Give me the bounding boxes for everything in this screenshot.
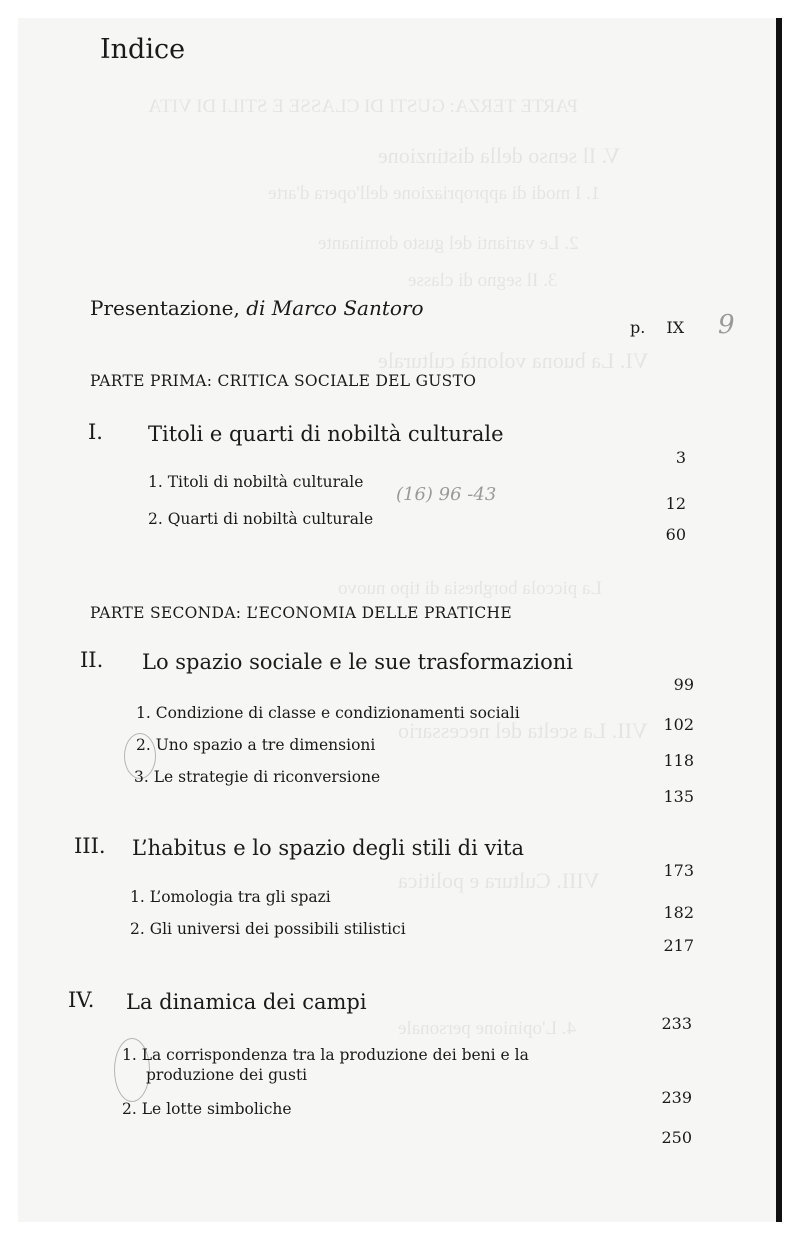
section-page: 102 [663, 715, 694, 734]
chapter-number: I. [88, 420, 103, 444]
bleed-through: 2. Le varianti del gusto dominante [318, 233, 579, 254]
bleed-through: VIII. Cultura e politica [398, 868, 600, 893]
presentation-page [630, 318, 684, 337]
chapter-number: III. [74, 834, 106, 858]
section-entry: 1. La corrispondenza tra la produzione dei beni e la [122, 1046, 529, 1064]
pencil-annotation: (16) 96 -43 [396, 484, 497, 505]
section-entry: 2. Quarti di nobiltà culturale [148, 510, 374, 528]
section-entry-continued: produzione dei gusti [146, 1066, 308, 1084]
chapter-page: 173 [663, 861, 694, 880]
section-entry: 1. Titoli di nobiltà culturale [148, 473, 364, 491]
chapter-page: 233 [661, 1014, 692, 1033]
section-page: 118 [663, 751, 694, 770]
section-entry: 2. Uno spazio a tre dimensioni [136, 736, 376, 754]
section-page: 135 [663, 787, 694, 806]
page-title: Indice [100, 34, 186, 65]
section-entry: 2. Gli universi dei possibili stilistici [130, 920, 406, 938]
bleed-through: 3. Il segno di classe [408, 270, 558, 291]
chapter-title: Titoli e quarti di nobiltà culturale [148, 422, 504, 446]
section-page: 12 [665, 494, 686, 513]
bleed-through: V. Il senso della distinzione [378, 143, 621, 168]
chapter-title: La dinamica dei campi [126, 990, 367, 1014]
bleed-through: 4. L'opinione personale [398, 1018, 577, 1039]
section-page: 60 [665, 525, 686, 544]
section-page: 217 [663, 936, 694, 955]
chapter-title: Lo spazio sociale e le sue trasformazioni [142, 650, 573, 674]
section-page: 250 [661, 1128, 692, 1147]
presentation-label: Presentazione, [90, 296, 240, 320]
section-entry: 1. Condizione di classe e condizionamenti sociali [136, 704, 520, 722]
presentation-line [90, 296, 424, 320]
section-entry: 1. L’omologia tra gli spazi [130, 888, 331, 906]
book-page [18, 18, 782, 1222]
section-page: 239 [661, 1088, 692, 1107]
chapter-title: L’habitus e lo spazio degli stili di vita [132, 836, 525, 860]
part-heading: PARTE PRIMA: CRITICA SOCIALE DEL GUSTO [90, 372, 477, 390]
page-number: IX [666, 318, 685, 337]
bleed-through: PARTE TERZA: GUSTI DI CLASSE E STILI DI VITA [148, 96, 578, 117]
section-page: 182 [663, 903, 694, 922]
section-entry: 2. Le lotte simboliche [122, 1100, 292, 1118]
bleed-through: 1. I modi di appropriazione dell'opera d'arte [268, 183, 601, 204]
section-entry: 3. Le strategie di riconversione [134, 768, 381, 786]
pencil-annotation: 9 [718, 310, 735, 340]
bleed-through: La piccola borghesia di tipo nuovo [338, 578, 603, 599]
bleed-through: VI. La buona volontà culturale [378, 348, 649, 373]
chapter-page: 99 [673, 675, 694, 694]
part-heading: PARTE SECONDA: L’ECONOMIA DELLE PRATICHE [90, 604, 512, 622]
page-prefix: p. [630, 318, 646, 337]
bleed-through: VII. La scelta del necessario [398, 718, 648, 743]
chapter-number: IV. [68, 988, 95, 1012]
presentation-author: di Marco Santoro [246, 296, 424, 320]
chapter-number: II. [80, 648, 104, 672]
chapter-page: 3 [675, 448, 686, 467]
